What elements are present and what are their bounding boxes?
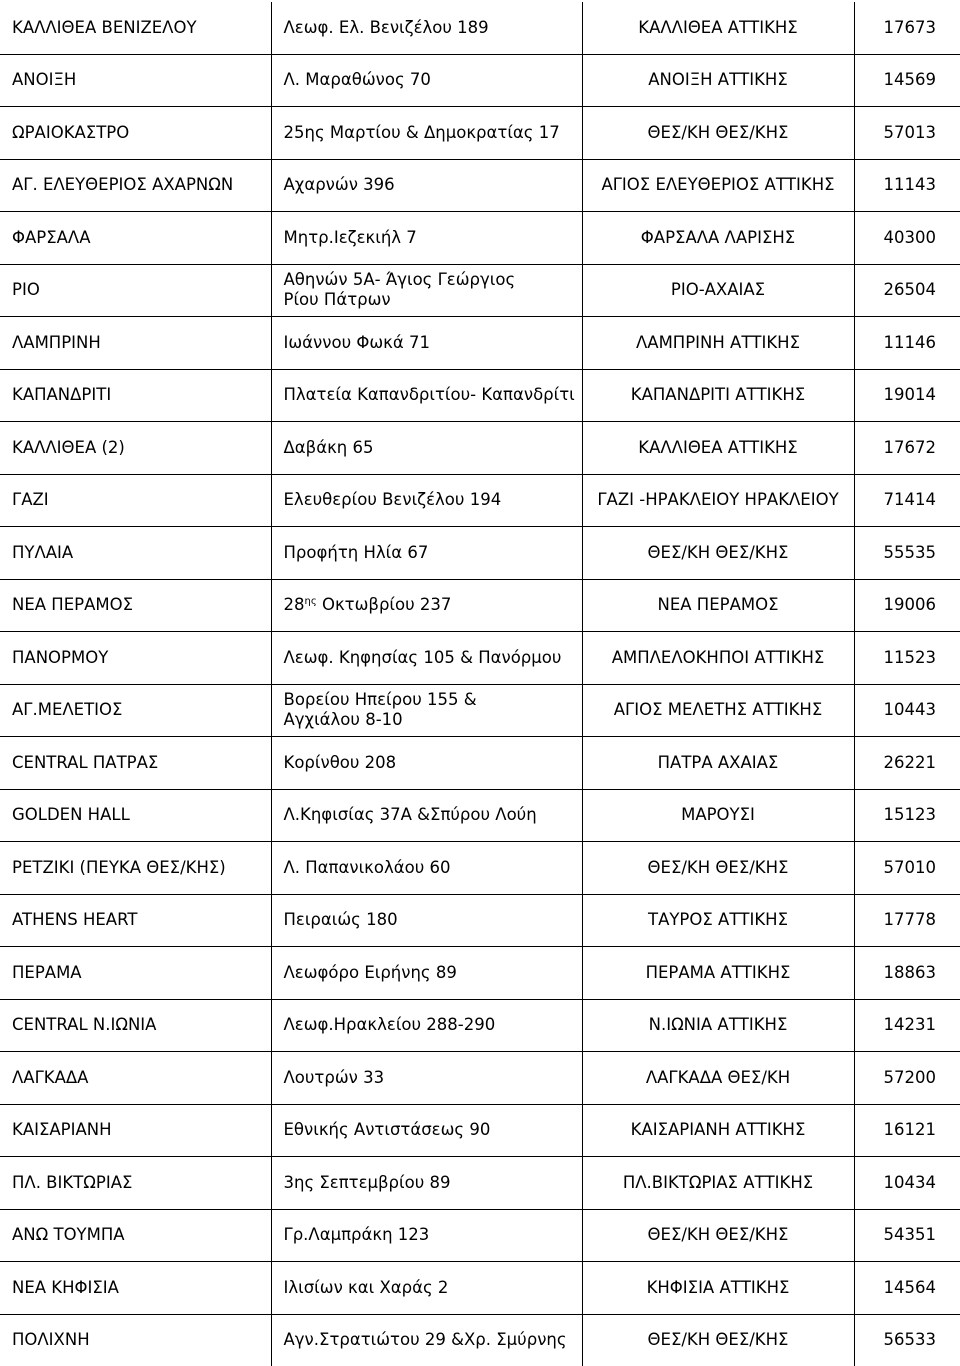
table-row bbox=[0, 894, 960, 947]
area-cell: ΚΑΠΑΝΔΡΙΤΙ bbox=[0, 369, 271, 422]
address-cell: Πειραιώς 180 bbox=[271, 894, 582, 947]
postal-code-cell: 18863 bbox=[854, 947, 960, 1000]
table-row bbox=[0, 947, 960, 1000]
city-cell: ΘΕΣ/ΚΗ ΘΕΣ/ΚΗΣ bbox=[582, 1209, 854, 1262]
table-row bbox=[0, 107, 960, 160]
address-cell: Εθνικής Αντιστάσεως 90 bbox=[271, 1104, 582, 1157]
city-cell: ΜΑΡΟΥΣΙ bbox=[582, 789, 854, 842]
area-cell: ΑΓ.ΜΕΛΕΤΙΟΣ bbox=[0, 684, 271, 737]
area-cell: ΠΕΡΑΜΑ bbox=[0, 947, 271, 1000]
address-cell: Αγν.Στρατιώτου 29 &Χρ. Σμύρνης bbox=[271, 1314, 582, 1366]
address-cell: Κορίνθου 208 bbox=[271, 737, 582, 790]
city-cell: ΘΕΣ/ΚΗ ΘΕΣ/ΚΗΣ bbox=[582, 527, 854, 580]
postal-code-cell: 55535 bbox=[854, 527, 960, 580]
postal-code-cell: 57013 bbox=[854, 107, 960, 160]
store-locations-table bbox=[0, 2, 960, 1366]
city-cell: ΑΜΠΛΕΛΟΚΗΠΟΙ ΑΤΤΙΚΗΣ bbox=[582, 632, 854, 685]
address-cell: Μητρ.Ιεζεκιήλ 7 bbox=[271, 212, 582, 265]
address-cell: Προφήτη Ηλία 67 bbox=[271, 527, 582, 580]
postal-code-cell: 11146 bbox=[854, 317, 960, 370]
city-cell: ΑΓΙΟΣ ΜΕΛΕΤΗΣ ΑΤΤΙΚΗΣ bbox=[582, 684, 854, 737]
city-cell: ΚΑΛΛΙΘΕΑ ΑΤΤΙΚΗΣ bbox=[582, 422, 854, 475]
city-cell: ΓΑΖΙ -ΗΡΑΚΛΕΙΟΥ ΗΡΑΚΛΕΙΟΥ bbox=[582, 474, 854, 527]
city-cell: ΠΑΤΡΑ ΑΧΑΙΑΣ bbox=[582, 737, 854, 790]
table-row bbox=[0, 369, 960, 422]
postal-code-cell: 15123 bbox=[854, 789, 960, 842]
city-cell: ΛΑΜΠΡΙΝΗ ΑΤΤΙΚΗΣ bbox=[582, 317, 854, 370]
table-row bbox=[0, 1314, 960, 1366]
table-row bbox=[0, 1157, 960, 1210]
table-row bbox=[0, 1262, 960, 1315]
area-cell: ΚΑΙΣΑΡΙΑΝΗ bbox=[0, 1104, 271, 1157]
address-cell: Αθηνών 5Α- Άγιος Γεώργιος Ρίου Πάτρων bbox=[271, 264, 582, 317]
address-cell: Γρ.Λαμπράκη 123 bbox=[271, 1209, 582, 1262]
postal-code-cell: 56533 bbox=[854, 1314, 960, 1366]
address-cell: 3ης Σεπτεμβρίου 89 bbox=[271, 1157, 582, 1210]
postal-code-cell: 26504 bbox=[854, 264, 960, 317]
city-cell: ΡΙΟ-ΑΧΑΙΑΣ bbox=[582, 264, 854, 317]
address-cell: Λ. Μαραθώνος 70 bbox=[271, 54, 582, 107]
table-row bbox=[0, 2, 960, 54]
table-row bbox=[0, 579, 960, 632]
address-cell: Λ.Κηφισίας 37Α &Σπύρου Λούη bbox=[271, 789, 582, 842]
postal-code-cell: 57200 bbox=[854, 1052, 960, 1105]
table-row bbox=[0, 632, 960, 685]
postal-code-cell: 16121 bbox=[854, 1104, 960, 1157]
table-row bbox=[0, 264, 960, 317]
area-cell: ΚΑΛΛΙΘΕΑ (2) bbox=[0, 422, 271, 475]
postal-code-cell: 14231 bbox=[854, 999, 960, 1052]
city-cell: ΦΑΡΣΑΛΑ ΛΑΡΙΣΗΣ bbox=[582, 212, 854, 265]
area-cell: ΑΝΟΙΞΗ bbox=[0, 54, 271, 107]
area-cell: ΚΑΛΛΙΘΕΑ ΒΕΝΙΖΕΛΟΥ bbox=[0, 2, 271, 54]
city-cell: ΚΑΠΑΝΔΡΙΤΙ ΑΤΤΙΚΗΣ bbox=[582, 369, 854, 422]
city-cell: Ν.ΙΩΝΙΑ ΑΤΤΙΚΗΣ bbox=[582, 999, 854, 1052]
table-row bbox=[0, 999, 960, 1052]
table-row bbox=[0, 54, 960, 107]
postal-code-cell: 11523 bbox=[854, 632, 960, 685]
area-cell: ΠΑΝΟΡΜΟΥ bbox=[0, 632, 271, 685]
address-cell: Δαβάκη 65 bbox=[271, 422, 582, 475]
address-street: Οκτωβρίου 237 bbox=[316, 595, 452, 615]
area-cell: CENTRAL Ν.ΙΩΝΙΑ bbox=[0, 999, 271, 1052]
postal-code-cell: 11143 bbox=[854, 159, 960, 212]
address-cell: Ελευθερίου Βενιζέλου 194 bbox=[271, 474, 582, 527]
postal-code-cell: 17672 bbox=[854, 422, 960, 475]
table-row bbox=[0, 1209, 960, 1262]
postal-code-cell: 14564 bbox=[854, 1262, 960, 1315]
table-row bbox=[0, 1104, 960, 1157]
postal-code-cell: 10434 bbox=[854, 1157, 960, 1210]
area-cell: ΡΕΤΖΙΚΙ (ΠΕΥΚΑ ΘΕΣ/ΚΗΣ) bbox=[0, 842, 271, 895]
area-cell: CENTRAL ΠΑΤΡΑΣ bbox=[0, 737, 271, 790]
city-cell: ΚΗΦΙΣΙΑ ΑΤΤΙΚΗΣ bbox=[582, 1262, 854, 1315]
address-cell: Λεωφόρο Ειρήνης 89 bbox=[271, 947, 582, 1000]
area-cell: ΦΑΡΣΑΛΑ bbox=[0, 212, 271, 265]
table-row bbox=[0, 159, 960, 212]
address-cell bbox=[271, 579, 582, 632]
city-cell: ΠΛ.ΒΙΚΤΩΡΙΑΣ ΑΤΤΙΚΗΣ bbox=[582, 1157, 854, 1210]
table-row bbox=[0, 212, 960, 265]
table-row bbox=[0, 842, 960, 895]
table-row bbox=[0, 1052, 960, 1105]
address-cell: Ιλισίων και Χαράς 2 bbox=[271, 1262, 582, 1315]
postal-code-cell: 19014 bbox=[854, 369, 960, 422]
postal-code-cell: 10443 bbox=[854, 684, 960, 737]
address-cell: Βορείου Ηπείρου 155 & Αγχιάλου 8-10 bbox=[271, 684, 582, 737]
city-cell: ΛΑΓΚΑΔΑ ΘΕΣ/ΚΗ bbox=[582, 1052, 854, 1105]
area-cell: ΡΙΟ bbox=[0, 264, 271, 317]
area-cell: ΛΑΓΚΑΔΑ bbox=[0, 1052, 271, 1105]
postal-code-cell: 71414 bbox=[854, 474, 960, 527]
address-cell: Αχαρνών 396 bbox=[271, 159, 582, 212]
table-row bbox=[0, 422, 960, 475]
table-row bbox=[0, 317, 960, 370]
city-cell: ΘΕΣ/ΚΗ ΘΕΣ/ΚΗΣ bbox=[582, 1314, 854, 1366]
address-cell: Πλατεία Καπανδριτίου- Καπανδρίτι bbox=[271, 369, 582, 422]
city-cell: ΑΝΟΙΞΗ ΑΤΤΙΚΗΣ bbox=[582, 54, 854, 107]
postal-code-cell: 54351 bbox=[854, 1209, 960, 1262]
table-row bbox=[0, 737, 960, 790]
city-cell: ΝΕΑ ΠΕΡΑΜΟΣ bbox=[582, 579, 854, 632]
area-cell: ΝΕΑ ΚΗΦΙΣΙΑ bbox=[0, 1262, 271, 1315]
postal-code-cell: 40300 bbox=[854, 212, 960, 265]
table-row bbox=[0, 789, 960, 842]
city-cell: ΚΑΙΣΑΡΙΑΝΗ ΑΤΤΙΚΗΣ bbox=[582, 1104, 854, 1157]
area-cell: ΝΕΑ ΠΕΡΑΜΟΣ bbox=[0, 579, 271, 632]
area-cell: GOLDEN HALL bbox=[0, 789, 271, 842]
area-cell: ΠΥΛΑΙΑ bbox=[0, 527, 271, 580]
area-cell: ΑΝΩ ΤΟΥΜΠΑ bbox=[0, 1209, 271, 1262]
postal-code-cell: 17673 bbox=[854, 2, 960, 54]
city-cell: ΤΑΥΡΟΣ ΑΤΤΙΚΗΣ bbox=[582, 894, 854, 947]
address-cell: Λεωφ.Ηρακλείου 288-290 bbox=[271, 999, 582, 1052]
city-cell: ΘΕΣ/ΚΗ ΘΕΣ/ΚΗΣ bbox=[582, 842, 854, 895]
city-cell: ΚΑΛΛΙΘΕΑ ΑΤΤΙΚΗΣ bbox=[582, 2, 854, 54]
city-cell: ΑΓΙΟΣ ΕΛΕΥΘΕΡΙΟΣ ΑΤΤΙΚΗΣ bbox=[582, 159, 854, 212]
address-cell: Λουτρών 33 bbox=[271, 1052, 582, 1105]
address-cell: Ιωάννου Φωκά 71 bbox=[271, 317, 582, 370]
address-number: 28 bbox=[283, 595, 305, 615]
address-cell: Λεωφ. Ελ. Βενιζέλου 189 bbox=[271, 2, 582, 54]
table-row bbox=[0, 527, 960, 580]
address-cell: 25ης Μαρτίου & Δημοκρατίας 17 bbox=[271, 107, 582, 160]
postal-code-cell: 14569 bbox=[854, 54, 960, 107]
table-row bbox=[0, 474, 960, 527]
postal-code-cell: 57010 bbox=[854, 842, 960, 895]
city-cell: ΘΕΣ/ΚΗ ΘΕΣ/ΚΗΣ bbox=[582, 107, 854, 160]
postal-code-cell: 26221 bbox=[854, 737, 960, 790]
postal-code-cell: 19006 bbox=[854, 579, 960, 632]
table-row bbox=[0, 684, 960, 737]
area-cell: ΩΡΑΙΟΚΑΣΤΡΟ bbox=[0, 107, 271, 160]
ordinal-suffix: ης bbox=[304, 596, 317, 608]
area-cell: ΠΟΛΙΧΝΗ bbox=[12, 1330, 90, 1350]
area-cell: ATHENS HEART bbox=[0, 894, 271, 947]
address-cell: Λ. Παπανικολάου 60 bbox=[271, 842, 582, 895]
area-cell: ΑΓ. ΕΛΕΥΘΕΡΙΟΣ ΑΧΑΡΝΩΝ bbox=[0, 159, 271, 212]
city-cell: ΠΕΡΑΜΑ ΑΤΤΙΚΗΣ bbox=[582, 947, 854, 1000]
area-cell: ΓΑΖΙ bbox=[0, 474, 271, 527]
area-cell: ΠΛ. ΒΙΚΤΩΡΙΑΣ bbox=[0, 1157, 271, 1210]
area-cell: ΛΑΜΠΡΙΝΗ bbox=[0, 317, 271, 370]
postal-code-cell: 17778 bbox=[854, 894, 960, 947]
address-cell: Λεωφ. Κηφησίας 105 & Πανόρμου bbox=[271, 632, 582, 685]
